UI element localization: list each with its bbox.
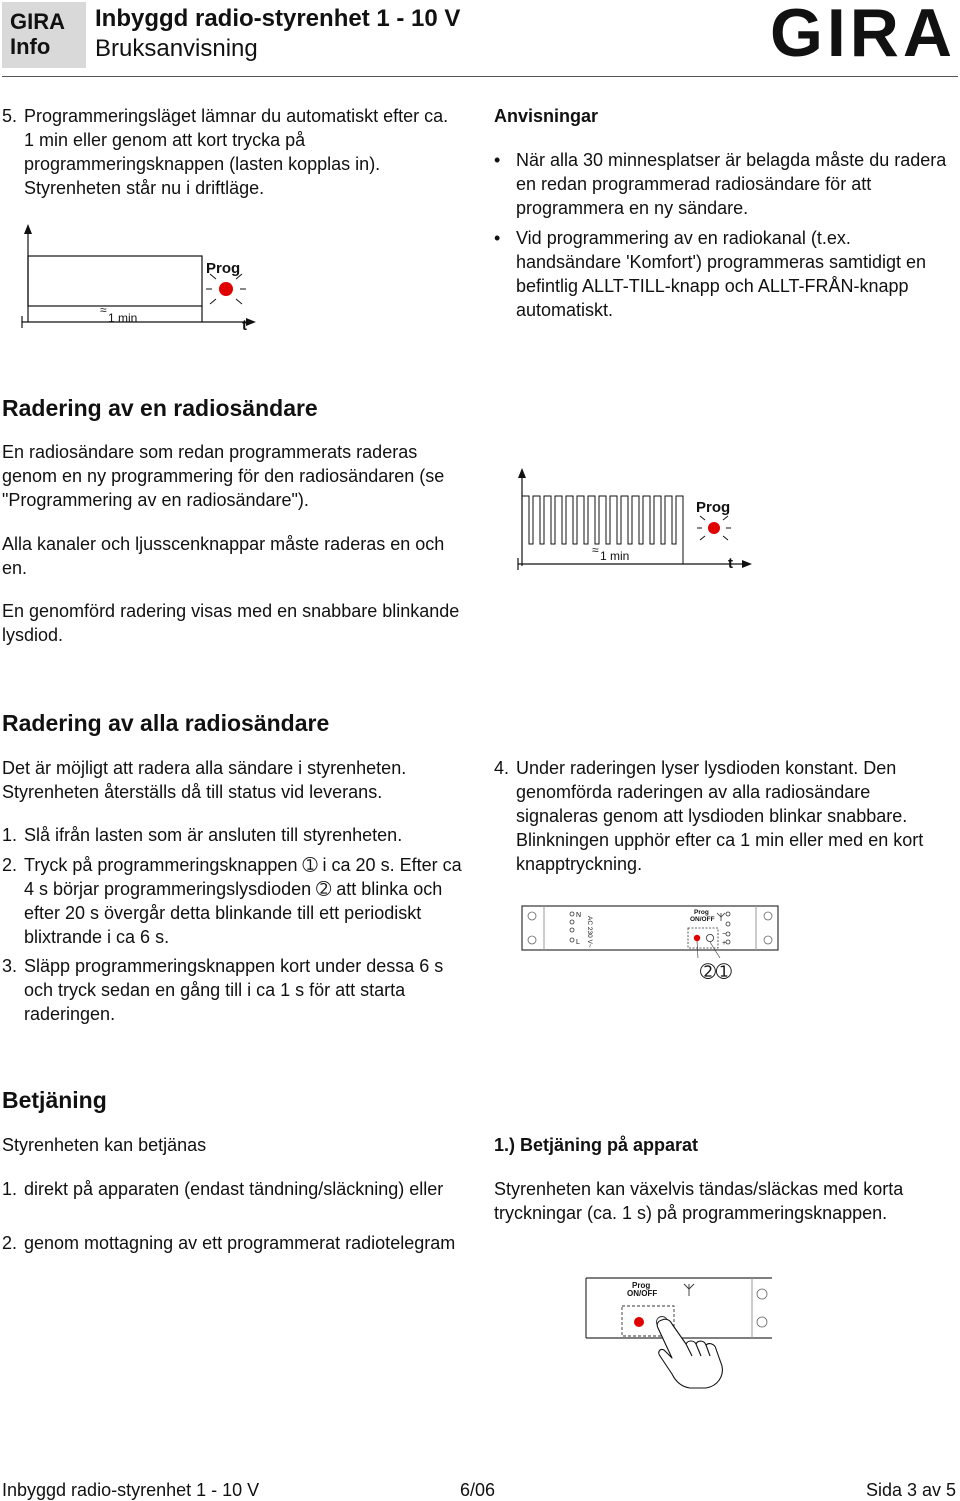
- document-subtitle: Bruksanvisning: [95, 35, 258, 62]
- footer-center: 6/06: [460, 1480, 496, 1500]
- operation-subtitle: 1.) Betjäning på apparat: [494, 1135, 699, 1155]
- terminal-plus-label: +: [722, 940, 727, 947]
- delete-all-step-3: [2, 954, 466, 1026]
- diagram2-axis-label: t: [728, 555, 733, 572]
- delete-all-step-1: [2, 823, 464, 847]
- notes-list: [494, 148, 956, 328]
- timing-diagram-delete-one: [512, 460, 762, 580]
- operation-item-1: [2, 1177, 464, 1201]
- diagram1-led-icon: [206, 274, 246, 304]
- section-title-delete-all: Radering av alla radiosändare: [2, 710, 330, 736]
- diagram1-axis-label: t: [242, 317, 247, 334]
- device-illustration-delete-all: [520, 902, 782, 984]
- callout-numbers: ➁➀: [700, 962, 732, 983]
- voltage-label: AC 230 V~: [586, 916, 593, 948]
- delete-all-intro: Det är möjligt att radera alla sändare i styrenheten. Styrenheten återställs då till status vid leverans.: [2, 758, 407, 802]
- notes-title: Anvisningar: [494, 106, 599, 126]
- step-text: Slå ifrån lasten som är ansluten till styrenheten.: [24, 825, 403, 845]
- step-5: [2, 104, 462, 200]
- operation-intro: Styrenheten kan betjänas: [2, 1135, 207, 1155]
- terminal-n-label: N: [576, 912, 582, 919]
- svg-text:≈: ≈: [100, 303, 107, 317]
- step-text: Under raderingen lyser lysdioden konstant. Den genomförda raderingen av alla radiosändare signaleras genom att lysdioden blinkar snabbare. Blinkningen upphör efter ca 1 min eller med en kort knapptryckning.: [516, 758, 924, 874]
- programming-led: [694, 935, 700, 941]
- svg-text:≈: ≈: [592, 543, 599, 557]
- step-number: 3.: [2, 956, 18, 976]
- document-title: Inbyggd radio-styrenhet 1 - 10 V: [95, 5, 461, 32]
- diagram2-duration: 1 min: [600, 549, 630, 563]
- device2-prog-label: Prog: [632, 1281, 651, 1290]
- terminal-l-label: L: [576, 939, 580, 946]
- step-5-text: Programmeringsläget lämnar du automatiskt efter ca. 1 min eller genom att kort trycka på programmeringsknappen (lasten kopplas in). Styrenheten står nu i driftläge.: [24, 106, 449, 198]
- device-onoff-label: ON/OFF: [690, 916, 715, 923]
- step-number: 1.: [2, 825, 18, 845]
- step-text: Tryck på programmeringsknappen ➀ i ca 20 s. Efter ca 4 s börjar programmeringslysdioden ➁ att blinka och efter 20 s övergår detta blinkande till ett periodiskt blixtrande i ca 6 s.: [24, 855, 462, 947]
- footer-left: Inbyggd radio-styrenhet 1 - 10 V: [2, 1480, 260, 1500]
- operation-item-2: [2, 1231, 466, 1255]
- footer-right: Sida 3 av 5: [865, 1480, 956, 1500]
- device2-onoff-label: ON/OFF: [627, 1289, 658, 1298]
- diagram1-prog-label: Prog: [206, 260, 241, 277]
- delete-one-paragraph-3: En genomförd radering visas med en snabbare blinkande lysdiod.: [2, 601, 460, 645]
- step-number: 2.: [2, 855, 18, 875]
- operation-subtext: Styrenheten kan växelvis tändas/släckas med korta tryckningar (ca. 1 s) på programmeringsknappen.: [494, 1179, 904, 1223]
- item-number: 2.: [2, 1233, 18, 1253]
- delete-one-paragraph-2: Alla kanaler och ljusscenknappar måste raderas en och en.: [2, 534, 445, 578]
- gira-logo: GIRA: [770, 0, 956, 71]
- header-title-block: [95, 4, 460, 64]
- header-divider: [2, 76, 958, 77]
- delete-all-step-4: [494, 756, 956, 876]
- device-illustration-operation: [582, 1274, 778, 1390]
- pointing-hand-icon: [657, 1319, 722, 1388]
- terminal-minus-label: −: [722, 931, 727, 938]
- badge-line1: GIRA: [10, 9, 65, 34]
- delete-one-paragraph-1: En radiosändare som redan programmerats raderas genom en ny programmering för den radiosändaren (se "Programmering av en radiosändare").: [2, 442, 445, 510]
- item-text: direkt på apparaten (endast tändning/släckning) eller: [24, 1179, 444, 1199]
- device2-led: [634, 1317, 644, 1327]
- note-item: • När alla 30 minnesplatser är belagda måste du radera en redan programmerad radiosändare för att programmera en ny sändare.: [494, 148, 956, 220]
- screw-icon: [757, 1289, 767, 1327]
- timing-diagram-exit-programming: [16, 222, 266, 342]
- section-title-operation: Betjäning: [2, 1087, 107, 1113]
- diagram2-prog-label: Prog: [696, 499, 731, 516]
- item-text: genom mottagning av ett programmerat radiotelegram: [24, 1233, 456, 1253]
- diagram2-led-icon: [697, 516, 731, 540]
- delete-all-step-2: [2, 853, 466, 949]
- antenna-icon: [684, 1284, 694, 1296]
- device-prog-label: Prog: [694, 909, 709, 916]
- step-5-number: 5.: [2, 106, 18, 126]
- section-title-delete-one: Radering av en radiosändare: [2, 395, 318, 421]
- programming-button[interactable]: [706, 934, 713, 941]
- step-text: Släpp programmeringsknappen kort under dessa 6 s och tryck sedan en gång till i ca 1 s för att starta raderingen.: [24, 956, 444, 1024]
- step-number: 4.: [494, 758, 510, 778]
- diagram1-duration: 1 min: [108, 311, 138, 325]
- item-number: 1.: [2, 1179, 18, 1199]
- note-item: • Vid programmering av en radiokanal (t.ex. handsändare 'Komfort') programmeras samtidigt en befintlig ALLT-TILL-knapp och ALLT-FRÅN-knapp automatiskt.: [494, 226, 956, 322]
- gira-info-badge: [2, 2, 86, 68]
- badge-line2: Info: [10, 34, 51, 59]
